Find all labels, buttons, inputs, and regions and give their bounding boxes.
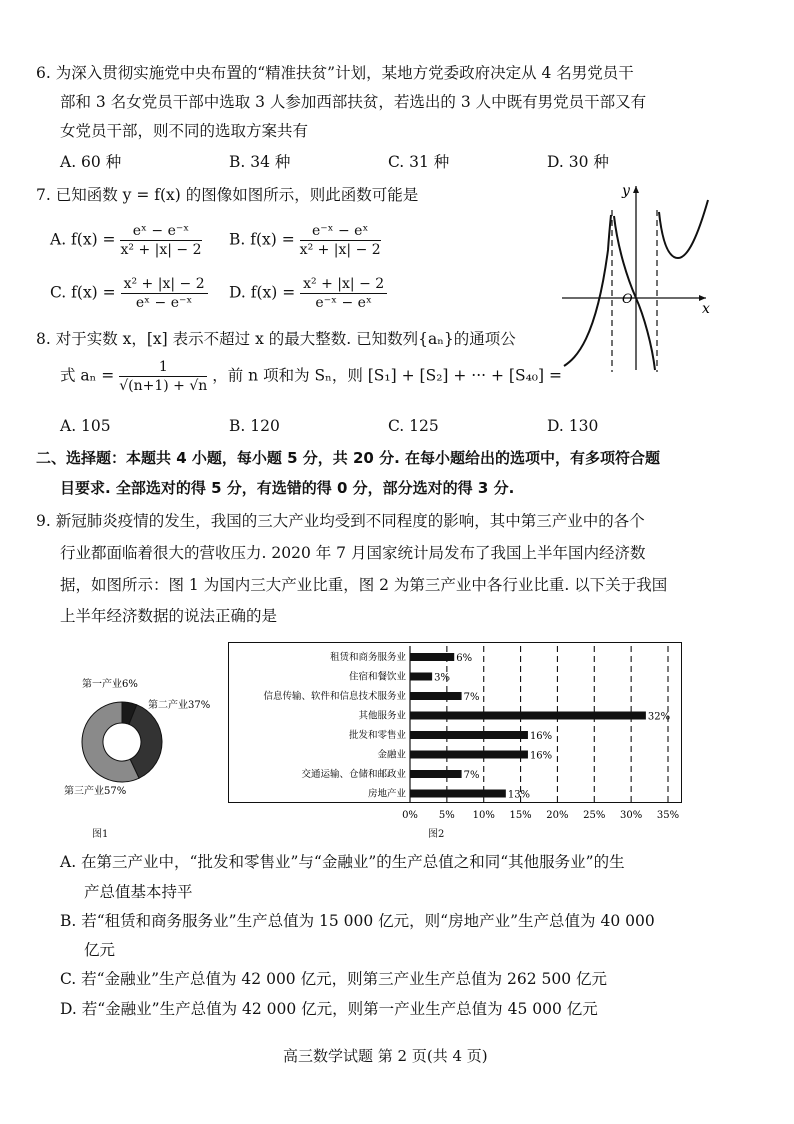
fig2-category-label: 租赁和商务服务业 bbox=[329, 652, 406, 663]
fig2-category-label: 住宿和餐饮业 bbox=[348, 671, 406, 683]
fig2-value-label: 7% bbox=[463, 692, 480, 703]
q7-origin-label: O bbox=[622, 292, 633, 307]
q7-option-a bbox=[50, 222, 202, 259]
q7-option-b bbox=[229, 222, 381, 259]
q9-option-b-line1: B. 若“租赁和商务服务业”生产总值为 15 000 亿元，则“房地产业”生产总值为 40 000 bbox=[60, 912, 655, 930]
page-footer: 高三数学试题 第 2 页(共 4 页) bbox=[283, 1047, 488, 1065]
q9-line2: 行业都面临着很大的营收压力. 2020 年 7 月国家统计局发布了我国上半年国内经济数 bbox=[60, 544, 646, 562]
fig2-tick-label: 15% bbox=[509, 810, 532, 821]
fig2-frame bbox=[229, 643, 682, 803]
fig2-bar bbox=[410, 731, 528, 739]
q8-line1: 8. 对于实数 x，[x] 表示不超过 x 的最大整数. 已知数列{aₙ}的通项公 bbox=[36, 330, 516, 348]
q7-y-axis-arrow bbox=[633, 186, 639, 193]
fig1-label-secondary: 第二产业37% bbox=[148, 700, 211, 711]
q8-frac-num: 1 bbox=[119, 358, 207, 377]
q7-curve-left bbox=[564, 215, 611, 366]
q6-line2: 部和 3 名女党员干部中选取 3 人参加西部扶贫，若选出的 3 人中既有男党员干部又有 bbox=[60, 93, 647, 111]
fig1-donut-chart bbox=[56, 660, 236, 808]
q7-curve-right bbox=[659, 200, 708, 258]
fig2-value-label: 16% bbox=[529, 731, 553, 742]
q9-line1: 9. 新冠肺炎疫情的发生，我国的三大产业均受到不同程度的影响，其中第三产业中的各个 bbox=[36, 512, 645, 530]
fig2-category-label: 批发和零售业 bbox=[348, 730, 406, 741]
fig2-bar bbox=[410, 751, 528, 759]
fig2-tick-label: 20% bbox=[546, 810, 569, 821]
q7-option-a-fraction bbox=[120, 222, 201, 259]
fig2-value-label: 3% bbox=[434, 672, 450, 684]
fig2-value-label: 13% bbox=[507, 789, 531, 801]
fig2-category-label: 信息传输、软件和信息技术服务业 bbox=[263, 691, 406, 702]
q7-curve-middle bbox=[614, 216, 655, 370]
q7-option-d-den: e⁻ˣ − eˣ bbox=[315, 295, 372, 311]
fig2-value-label: 7% bbox=[463, 770, 480, 781]
q7-stem: 7. 已知函数 y = f(x) 的图像如图所示，则此函数可能是 bbox=[36, 186, 419, 204]
q7-x-label: x bbox=[702, 301, 710, 317]
q7-option-b-fraction bbox=[300, 222, 381, 259]
fig1-label-tertiary: 第三产业57% bbox=[64, 786, 127, 797]
q6-option-c: C. 31 种 bbox=[388, 153, 450, 171]
q8-line2-post: ，前 n 项和为 Sₙ，则 [S₁] + [S₂] + ··· + [S₄₀] = bbox=[212, 366, 562, 385]
fig2-bar bbox=[410, 692, 462, 700]
q8-fraction bbox=[119, 358, 207, 395]
q9-option-d: D. 若“金融业”生产总值为 42 000 亿元，则第一产业生产总值为 45 000 亿元 bbox=[60, 1000, 598, 1018]
q9-option-a-line2: 产总值基本持平 bbox=[84, 883, 193, 901]
q7-function-graph bbox=[556, 180, 716, 376]
q8-option-d: D. 130 bbox=[547, 417, 599, 435]
q7-option-a-den: x² + |x| − 2 bbox=[120, 242, 202, 258]
q9-line3: 据，如图所示：图 1 为国内三大产业比重，图 2 为第三产业中各行业比重. 以下关于我国 bbox=[60, 576, 668, 594]
q7-option-c-den: eˣ − e⁻ˣ bbox=[135, 295, 193, 311]
fig1-caption: 图1 bbox=[92, 829, 109, 840]
q7-option-c-fraction bbox=[121, 275, 208, 312]
fig2-value-label: 32% bbox=[647, 711, 671, 723]
fig1-donut-slices bbox=[82, 702, 162, 782]
section2-line2: 目要求. 全部选对的得 5 分，有选错的得 0 分，部分选对的得 3 分. bbox=[60, 479, 515, 497]
fig2-category-label: 房地产业 bbox=[367, 788, 406, 800]
q9-option-b-line2: 亿元 bbox=[84, 941, 116, 959]
q7-option-b-num: e⁻ˣ − eˣ bbox=[300, 222, 381, 241]
fig2-tick-label: 10% bbox=[472, 810, 495, 821]
q8-option-b: B. 120 bbox=[229, 417, 280, 435]
q9-option-a-line1: A. 在第三产业中，“批发和零售业”与“金融业”的生产总值之和同“其他服务业”的生 bbox=[60, 853, 625, 871]
q8-line2-pre: 式 aₙ = bbox=[60, 366, 115, 385]
q7-option-d-fraction bbox=[300, 275, 387, 312]
q7-option-a-num: eˣ − e⁻ˣ bbox=[120, 222, 201, 241]
fig2-bar bbox=[410, 712, 646, 720]
q7-option-b-den: x² + |x| − 2 bbox=[299, 242, 381, 258]
fig2-tick-label: 25% bbox=[583, 810, 606, 821]
q7-option-d-label: D. f(x) = bbox=[229, 283, 296, 302]
q7-option-c bbox=[50, 275, 208, 312]
fig2-value-label: 6% bbox=[456, 653, 473, 664]
fig2-caption: 图2 bbox=[428, 829, 445, 840]
fig2-category-label: 交通运输、仓储和邮政业 bbox=[301, 769, 406, 780]
q6-option-b: B. 34 种 bbox=[229, 153, 291, 171]
fig2-bar bbox=[410, 770, 462, 778]
fig2-tick-label: 0% bbox=[402, 810, 418, 821]
q7-option-d bbox=[229, 275, 387, 312]
q6-option-a: A. 60 种 bbox=[60, 153, 122, 171]
q6-option-d: D. 30 种 bbox=[547, 153, 609, 171]
q8-line2 bbox=[60, 358, 562, 395]
section2-line1: 二、选择题：本题共 4 小题，每小题 5 分，共 20 分. 在每小题给出的选项中，有多项符合题 bbox=[36, 449, 661, 467]
fig2-value-label: 16% bbox=[529, 750, 553, 762]
fig2-category-label: 其他服务业 bbox=[358, 710, 406, 722]
q6-line3: 女党员干部，则不同的选取方案共有 bbox=[60, 122, 309, 140]
fig2-tick-label: 30% bbox=[620, 810, 643, 821]
q7-option-b-label: B. f(x) = bbox=[229, 230, 295, 249]
q9-line4: 上半年经济数据的说法正确的是 bbox=[60, 607, 278, 625]
fig2-bar bbox=[410, 790, 506, 798]
fig1-label-primary: 第一产业6% bbox=[82, 679, 138, 690]
q8-frac-den: √(n+1) + √n bbox=[119, 378, 208, 394]
q8-option-a: A. 105 bbox=[60, 417, 111, 435]
fig2-bars bbox=[263, 646, 679, 821]
q9-option-c: C. 若“金融业”生产总值为 42 000 亿元，则第三产业生产总值为 262 500 亿元 bbox=[60, 970, 608, 988]
q7-option-a-label: A. f(x) = bbox=[50, 230, 116, 249]
q6-line1: 6. 为深入贯彻实施党中央布置的“精准扶贫”计划，某地方党委政府决定从 4 名男党员干 bbox=[36, 64, 634, 82]
q7-option-c-num: x² + |x| − 2 bbox=[121, 275, 208, 294]
fig2-bar-chart bbox=[228, 642, 682, 822]
fig2-tick-label: 35% bbox=[656, 810, 680, 821]
fig2-tick-label: 5% bbox=[438, 810, 455, 821]
q7-y-label: y bbox=[622, 183, 630, 199]
q7-option-d-num: x² + |x| − 2 bbox=[300, 275, 387, 294]
q7-option-c-label: C. f(x) = bbox=[50, 283, 116, 302]
q8-option-c: C. 125 bbox=[388, 417, 439, 435]
fig2-bar bbox=[410, 673, 432, 681]
fig2-category-label: 金融业 bbox=[377, 749, 406, 761]
fig2-bar bbox=[410, 653, 454, 661]
